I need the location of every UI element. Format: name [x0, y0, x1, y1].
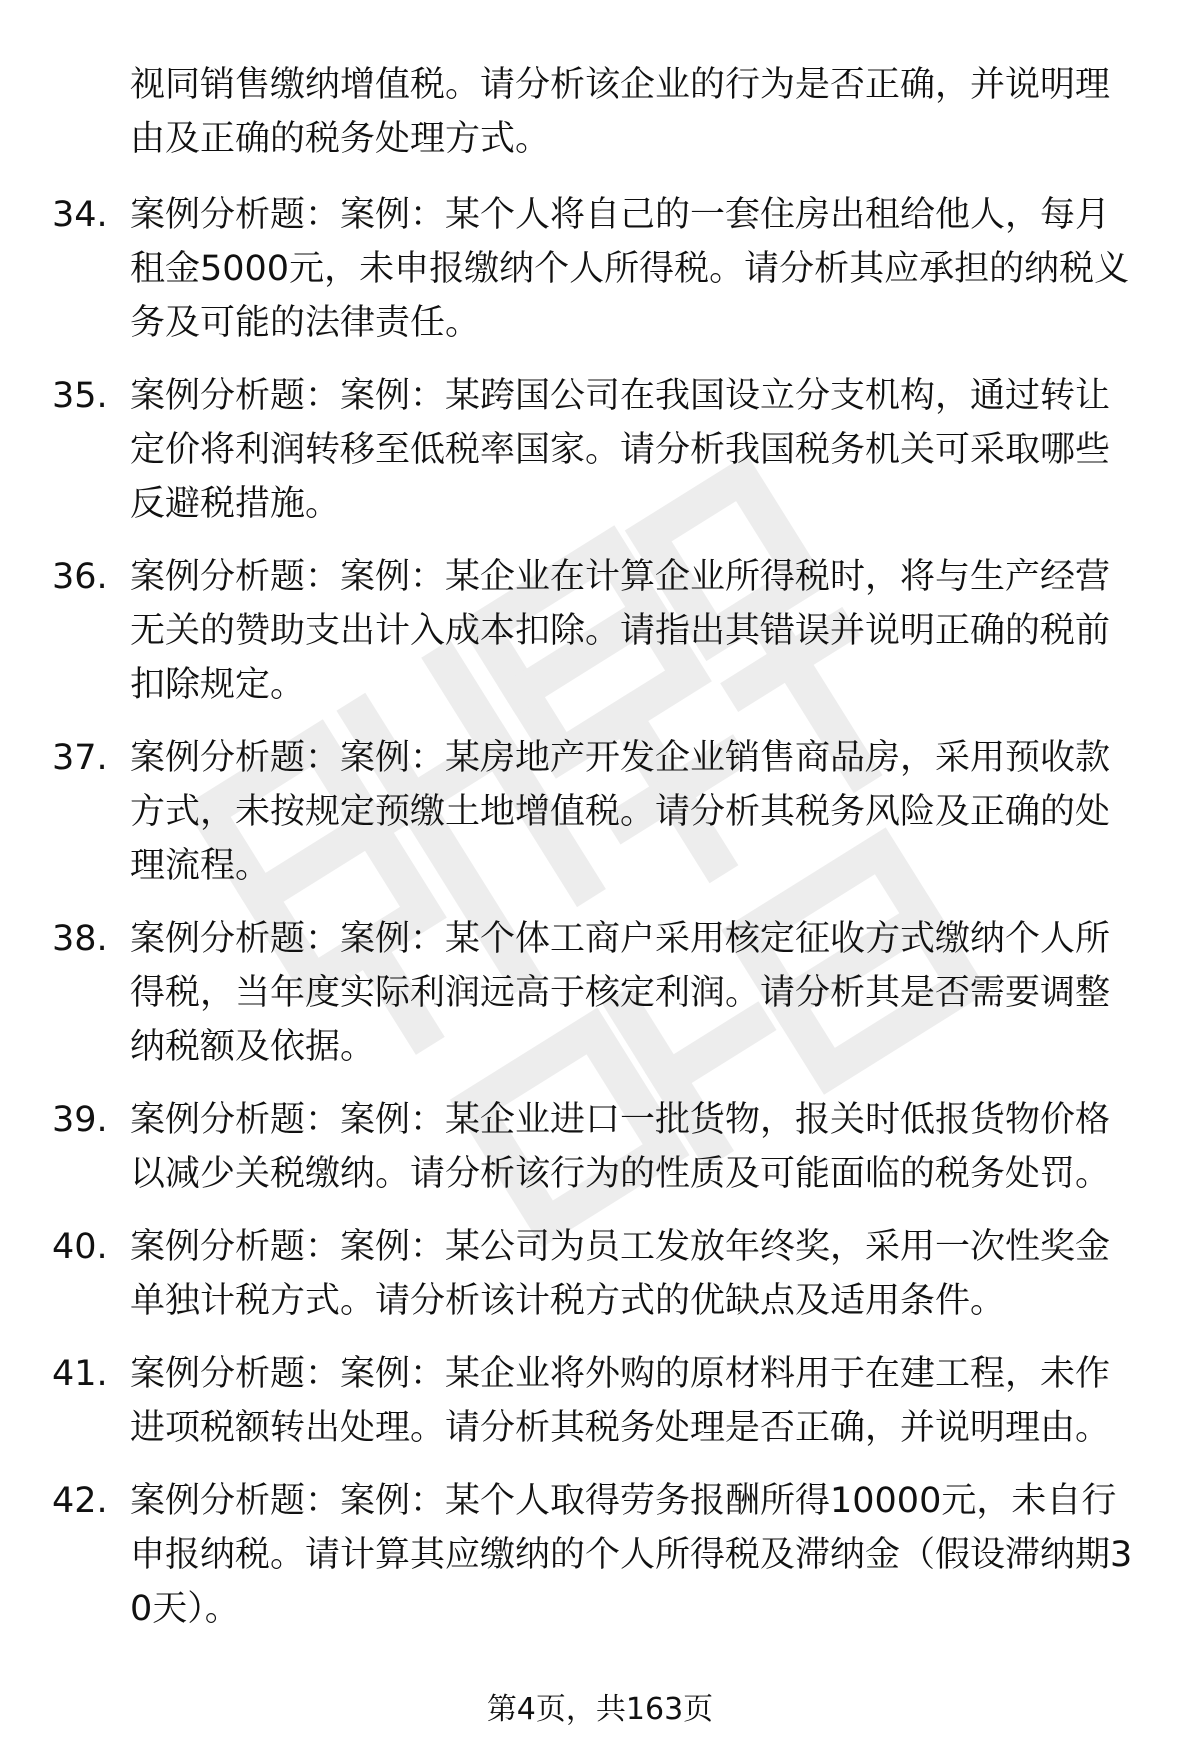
question-number: 41. — [52, 1354, 108, 1394]
question-item — [0, 188, 1200, 350]
question-number: 40. — [52, 1227, 108, 1267]
question-number: 35. — [52, 376, 108, 416]
question-item — [0, 912, 1200, 1074]
question-item — [0, 1220, 1200, 1328]
question-text: 案例分析题：案例：某企业将外购的原材料用于在建工程，未作进项税额转出处理。请分析其税务处理是否正确，并说明理由。 — [130, 1354, 1111, 1448]
question-text: 案例分析题：案例：某个体工商户采用核定征收方式缴纳个人所得税，当年度实际利润远高于核定利润。请分析其是否需要调整纳税额及依据。 — [130, 919, 1111, 1067]
continuation-text: 视同销售缴纳增值税。请分析该企业的行为是否正确，并说明理由及正确的税务处理方式。 — [130, 65, 1111, 159]
question-number: 39. — [52, 1100, 108, 1140]
question-number: 36. — [52, 557, 108, 597]
question-item — [0, 731, 1200, 893]
question-number: 34. — [52, 195, 108, 235]
question-number: 38. — [52, 919, 108, 959]
question-text: 案例分析题：案例：某跨国公司在我国设立分支机构，通过转让定价将利润转移至低税率国家。请分析我国税务机关可采取哪些反避税措施。 — [130, 376, 1111, 524]
question-text: 案例分析题：案例：某公司为员工发放年终奖，采用一次性奖金单独计税方式。请分析该计税方式的优缺点及适用条件。 — [130, 1227, 1111, 1321]
question-item — [0, 1093, 1200, 1201]
question-number: 42. — [52, 1481, 108, 1521]
question-item — [0, 1474, 1200, 1636]
question-text: 案例分析题：案例：某企业进口一批货物，报关时低报货物价格以减少关税缴纳。请分析该行为的性质及可能面临的税务处罚。 — [130, 1100, 1111, 1194]
question-text: 案例分析题：案例：某企业在计算企业所得税时，将与生产经营无关的赞助支出计入成本扣除。请指出其错误并说明正确的税前扣除规定。 — [130, 557, 1111, 705]
question-item — [0, 1347, 1200, 1455]
question-text: 案例分析题：案例：某个人将自己的一套住房出租给他人，每月租金5000元，未申报缴纳个人所得税。请分析其应承担的纳税义务及可能的法律责任。 — [130, 195, 1130, 343]
question-number: 37. — [52, 738, 108, 778]
question-item — [0, 550, 1200, 712]
question-text: 案例分析题：案例：某房地产开发企业销售商品房，采用预收款方式，未按规定预缴土地增值税。请分析其税务风险及正确的处理流程。 — [130, 738, 1111, 886]
page-footer: 第4页，共163页 — [486, 1692, 714, 1727]
question-item — [0, 369, 1200, 531]
question-text: 案例分析题：案例：某个人取得劳务报酬所得10000元，未自行申报纳税。请计算其应缴纳的个人所得税及滞纳金（假设滞纳期30天）。 — [130, 1481, 1133, 1629]
question-list — [0, 188, 1200, 1655]
